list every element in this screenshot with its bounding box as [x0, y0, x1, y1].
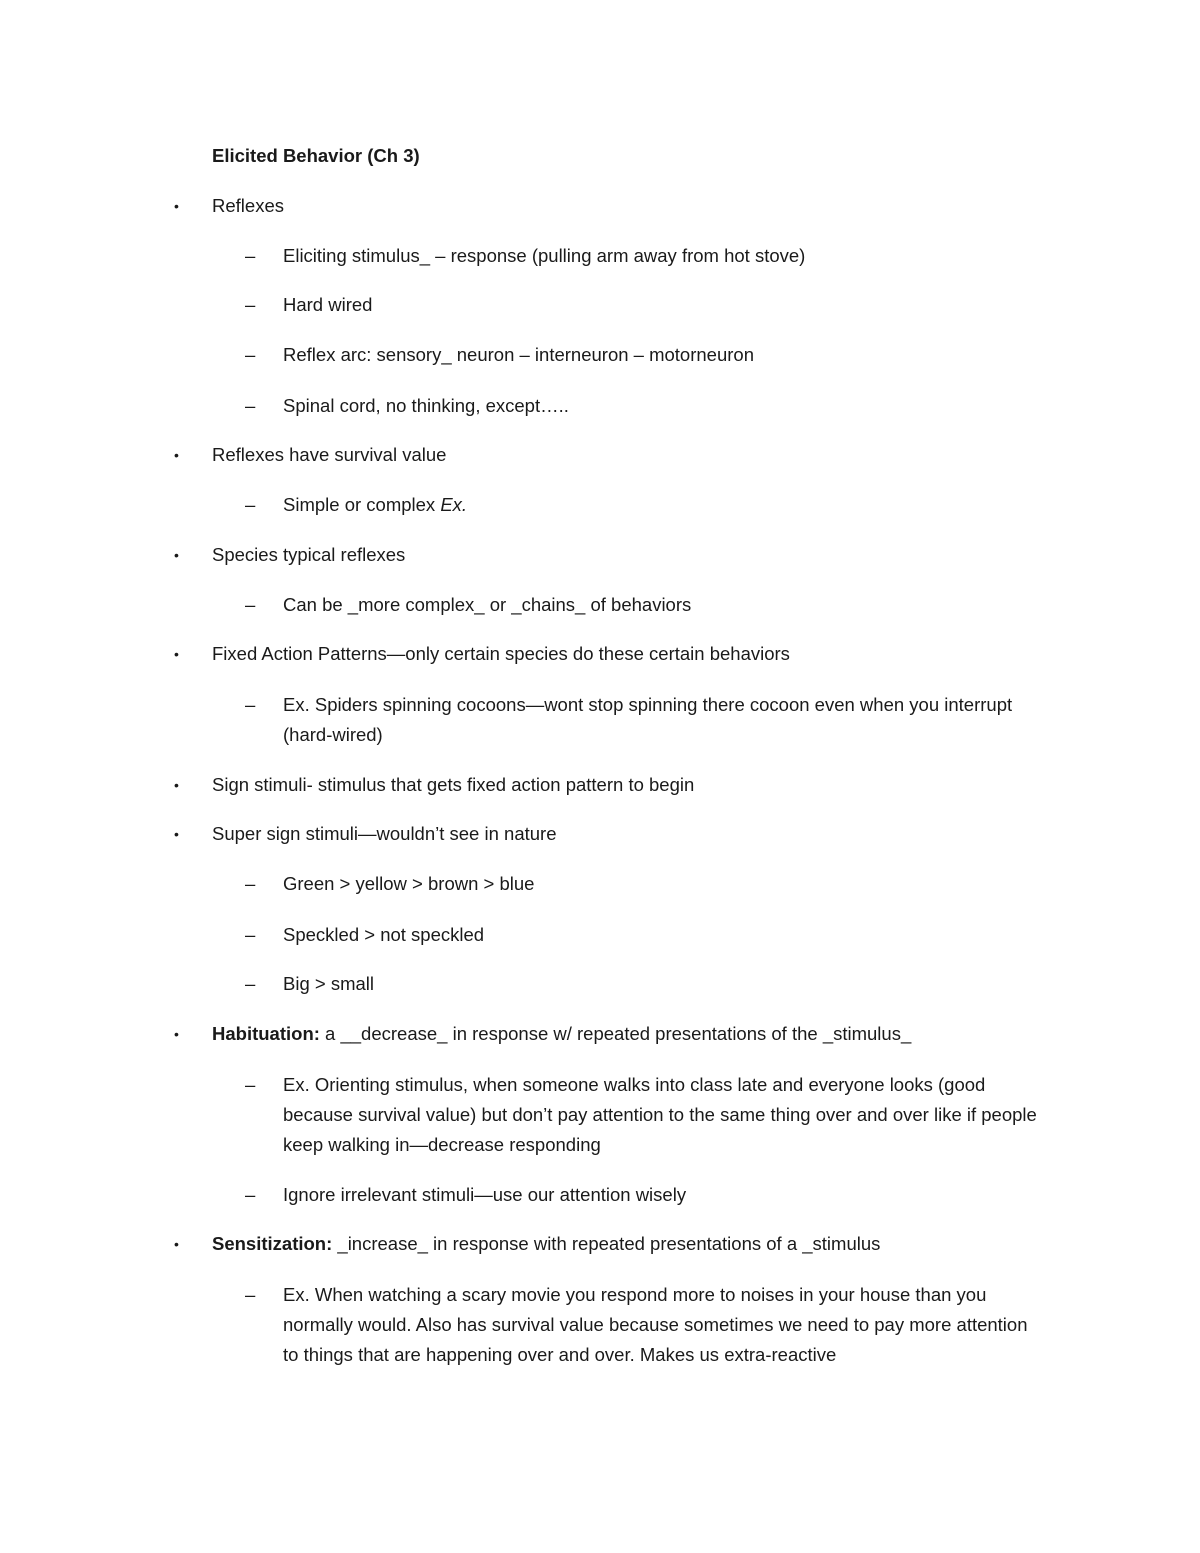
item-text: Ex. Spiders spinning cocoons—wont stop spinning there cocoon even when you interrupt (hard-wired): [283, 694, 1013, 745]
item-text: Super sign stimuli—wouldn’t see in nature: [212, 823, 557, 844]
bullet-marker: •: [174, 447, 179, 463]
dash-marker: –: [245, 694, 256, 715]
dash-marker: –: [245, 294, 256, 315]
item-text: Fixed Action Patterns—only certain species do these certain behaviors: [212, 643, 790, 664]
item-text: Species typical reflexes: [212, 544, 406, 565]
dash-marker: –: [245, 344, 256, 365]
item-text: Simple or complex Ex.: [283, 494, 468, 515]
dash-marker: –: [245, 1074, 256, 1095]
document-title: Elicited Behavior (Ch 3): [212, 145, 420, 166]
item-text: Reflexes have survival value: [212, 444, 447, 465]
item-text: Big > small: [283, 973, 374, 994]
dash-marker: –: [245, 973, 256, 994]
item-text: Habituation: a __decrease_ in response w/ repeated presentations of the _stimulus_: [212, 1023, 912, 1044]
term-label: Sensitization:: [212, 1233, 333, 1254]
bullet-marker: •: [174, 1026, 179, 1042]
bullet-marker: •: [174, 826, 179, 842]
bullet-marker: •: [174, 1236, 179, 1252]
term-label: Habituation:: [212, 1023, 320, 1044]
item-text: Ex. When watching a scary movie you respond more to noises in your house than you normally would. Also has survival value because sometimes we need to pay more attention to things that are happening over and over. Makes us extra-reactive: [283, 1284, 1028, 1365]
example-label: Ex.: [440, 494, 468, 515]
item-text: Eliciting stimulus_ – response (pulling arm away from hot stove): [283, 245, 806, 266]
item-text: Speckled > not speckled: [283, 924, 485, 945]
bullet-marker: •: [174, 198, 179, 214]
dash-marker: –: [245, 594, 256, 615]
item-text: Reflexes: [212, 195, 284, 216]
dash-marker: –: [245, 494, 256, 515]
bullet-marker: •: [174, 547, 179, 563]
dash-marker: –: [245, 924, 256, 945]
bullet-marker: •: [174, 777, 179, 793]
item-text: Sensitization: _increase_ in response with repeated presentations of a _stimulus: [212, 1233, 881, 1254]
item-text: Sign stimuli- stimulus that gets fixed action pattern to begin: [212, 774, 695, 795]
item-text: Ex. Orienting stimulus, when someone walks into class late and everyone looks (good because survival value) but don’t pay attention to the same thing over and over like if people keep walking in—decrease responding: [283, 1074, 1037, 1155]
item-text: Can be _more complex_ or _chains_ of behaviors: [283, 594, 692, 615]
item-text: Ignore irrelevant stimuli—use our attention wisely: [283, 1184, 687, 1205]
item-text: Reflex arc: sensory_ neuron – interneuron – motorneuron: [283, 344, 754, 365]
bullet-marker: •: [174, 646, 179, 662]
dash-marker: –: [245, 1184, 256, 1205]
dash-marker: –: [245, 873, 256, 894]
item-text: Hard wired: [283, 294, 373, 315]
item-text: Green > yellow > brown > blue: [283, 873, 535, 894]
dash-marker: –: [245, 245, 256, 266]
dash-marker: –: [245, 1284, 256, 1305]
item-text: Spinal cord, no thinking, except…..: [283, 395, 569, 416]
dash-marker: –: [245, 395, 256, 416]
